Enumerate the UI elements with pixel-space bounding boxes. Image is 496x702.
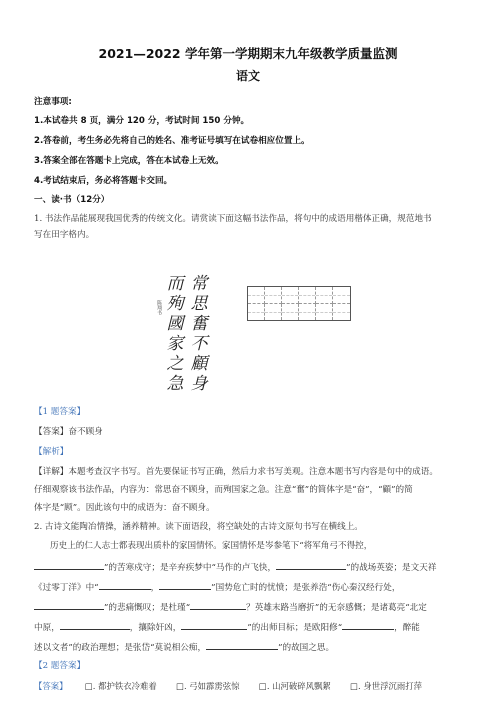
notice-item-4: 4.考试结束后，务必将答题卡交回。 — [34, 176, 173, 186]
q1-analysis-tag: 【解析】 — [34, 447, 69, 457]
question-1-line-1: 1. 书法作品能展现我国优秀的传统文化。请赏读下面这幅书法作品，将句中的成语用楷体正确，规范地书 — [34, 214, 432, 224]
fill-blank — [181, 620, 247, 630]
question-2-para-2: ”的苦寒戍守；是辛弃疾梦中“马作的卢飞快， ”的战场英姿；是文天祥 — [34, 560, 436, 574]
fill-blank — [34, 560, 104, 570]
tianzige-answer-grid — [247, 286, 351, 321]
fill-blank — [60, 620, 130, 630]
section-heading: 一、读·书（12分） — [34, 195, 110, 205]
question-2-line-1: 2. 古诗文能陶冶情操，涵养精神。读下面语段，将空缺处的古诗文原句书写在横线上。 — [34, 522, 363, 532]
q1-answer: 【答案】奋不顾身 — [34, 427, 103, 437]
question-2-para-3: 《过零丁洋》中“ ， ”国势危亡时的忧愤；是张养浩“伤心秦汉经行处， — [34, 580, 400, 594]
question-1-line-2: 写在田字格内。 — [34, 230, 95, 240]
question-2-para-4: ”的悲痛慨叹；是杜瑾“ ？英雄末路当磨折”的无奈感慨；是诸葛亮“北定 — [34, 600, 427, 614]
fill-blank — [190, 600, 246, 610]
notice-item-1: 1.本试卷共 8 页，满分 120 分，考试时间 150 分钟。 — [34, 116, 250, 126]
fill-blank — [342, 620, 394, 630]
fill-blank — [99, 580, 151, 590]
question-2-para-5: 中原， ，攘除奸凶， ”的出师目标；是欧阳修“ ，醉能 — [34, 620, 420, 634]
q2-answer-row: 【答案】 □. 都护铁衣冷难着 □. 弓如霹雳弦惊 □. 山河破碎风飘絮 □. 身世浮沉雨打萍 — [34, 681, 422, 691]
calligraphy-column-right: 常 思 奮 不 顧 身 — [190, 274, 208, 394]
q1-detail-line-3: 体字是“顾”。因此该句中的成语为：奋不顾身。 — [34, 503, 215, 513]
calligraphy-signature: 陈翔书 — [156, 300, 162, 315]
notice-heading: 注意事项: — [34, 97, 72, 107]
q1-detail-line-1: 【详解】本题考查汉字书写。首先要保证书写正确，然后力求书写美观。注意本题书写内容是句中的成语。 — [34, 467, 438, 477]
fill-blank — [206, 640, 278, 650]
q1-detail-line-2: 仔细观察该书法作品，内容为：常思奋不顾身，而殉国家之急。注意“奮”的简体字是“奋”，“顧”的简 — [34, 485, 413, 495]
subject-title: 语文 — [235, 69, 260, 83]
notice-item-2: 2.答卷前，考生务必先将自己的姓名、准考证号填写在试卷相应位置上。 — [34, 136, 310, 146]
fill-blank — [34, 600, 104, 610]
calligraphy-column-left: 而 殉 國 家 之 急 — [166, 274, 184, 394]
q2-answer-tag: 【2 题答案】 — [34, 661, 86, 671]
q1-answer-tag: 【1 题答案】 — [34, 407, 86, 417]
question-2-para-6: 述以文者”的政治理想；是张岱“莫说相公痴， ”的故国之思。 — [34, 640, 334, 654]
notice-item-3: 3.答案全部在答题卡上完成，答在本试卷上无效。 — [34, 156, 224, 166]
page-title: 2021—2022 学年第一学期期末九年级教学质量监测 — [98, 46, 398, 61]
calligraphy-artwork — [132, 274, 216, 394]
fill-blank — [276, 560, 346, 570]
fill-blank — [159, 580, 211, 590]
question-2-para-1: 历史上的仁人志士都表现出质朴的家国情怀。家国情怀是岑参笔下“将军角弓不得控， — [50, 541, 373, 551]
